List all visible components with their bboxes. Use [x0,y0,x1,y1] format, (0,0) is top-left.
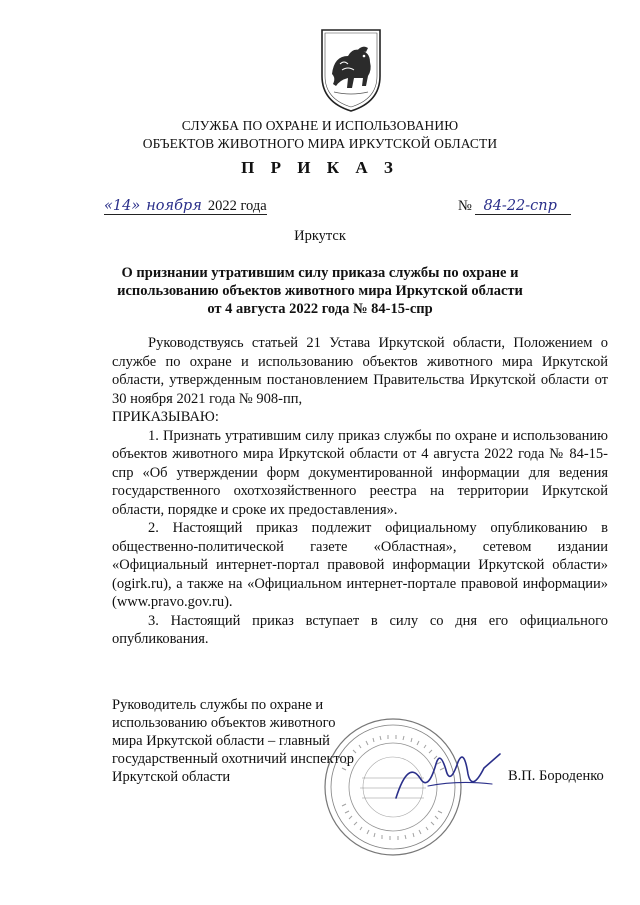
agency-name-line-1: СЛУЖБА ПО ОХРАНЕ И ИСПОЛЬЗОВАНИЮ [181,118,459,133]
date-close-quote: » [131,198,141,214]
order-item-3: 3. Настоящий приказ вступает в силу со дня его официального опубликования. [112,612,608,647]
signer-name: В.П. Бороденко [508,768,604,784]
signer-title-line-2: использованию объектов животного [112,715,336,731]
signer-title-line-4: государственный охотничий инспектор [112,751,355,767]
number-value: 84-22-спр [475,198,571,215]
agency-name-line-2: ОБЪЕКТОВ ЖИВОТНОГО МИРА ИРКУТСКОЙ ОБЛАСТИ [142,136,498,151]
order-item-2: 2. Настоящий приказ подлежит официальному опубликованию в общественно-политической газете «Областная», сетевом издании «Официальный интернет-портал правовой информации Иркутской области» (ogirk.ru), а также на «Официальном интернет-портале правовой информации» (www.pravo.gov.ru). [112,520,608,610]
irkutsk-coat-of-arms-icon [318,26,384,114]
document-body [112,334,608,649]
document-date [104,198,267,215]
signer-title-line-1: Руководитель службы по охране и [112,697,324,713]
heading-line-2: использованию объектов животного мира Иркутской области [117,283,523,299]
number-prefix: № [458,198,472,214]
document-number [458,198,571,215]
date-day: 14 [112,198,132,214]
signer-title-line-5: Иркутской области [112,769,231,785]
date-year: 2022 года [207,198,267,214]
preamble-paragraph: Руководствуясь статьей 21 Устава Иркутской области, Положением о службе по охране и использованию объектов животного мира Иркутской области, утвержденным постановлением Правительства Иркутской области от 30 ноября 2021 года № 908-пп, [112,335,608,407]
date-month: ноября [140,198,208,215]
document-type-title: П Р И К А З [241,158,399,177]
heading-line-3: от 4 августа 2022 года № 84-15-спр [207,301,433,317]
order-item-1: 1. Признать утратившим силу приказ службы по охране и использованию объектов животного мира Иркутской области от 4 августа 2022 года № 84-15-спр «Об утверждении форм документированной информации для ведения государственного охотхозяйственного реестра на территории Иркутской области, порядке и сроке их предоставления». [112,427,608,518]
signer-title-line-3: мира Иркутской области – главный [112,733,330,749]
city: Иркутск [294,228,346,244]
heading-line-1: О признании утратившим силу приказа службы по охране и [121,265,519,281]
order-word: ПРИКАЗЫВАЮ: [112,409,219,425]
handwritten-signature-icon [388,740,508,810]
date-open-quote: « [104,198,113,214]
